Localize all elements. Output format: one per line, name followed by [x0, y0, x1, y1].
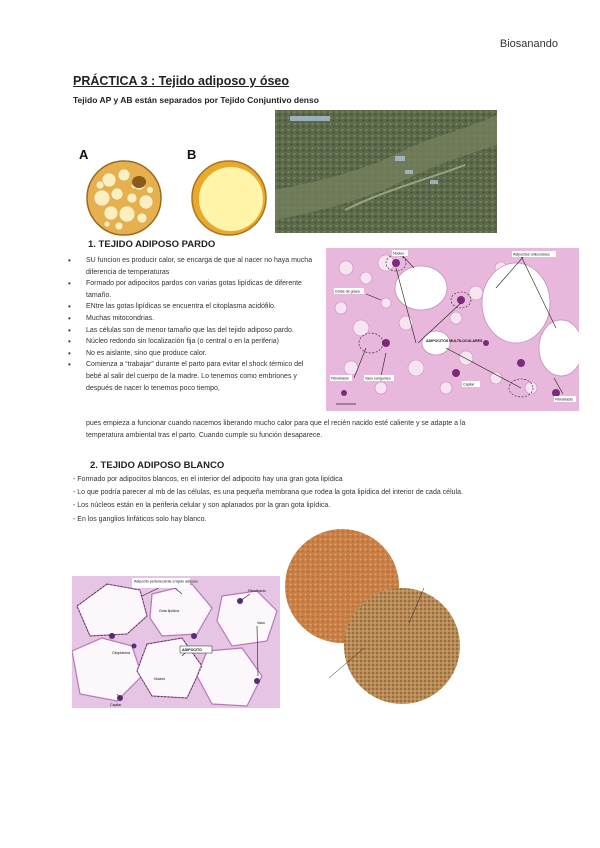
white-adipose-micrograph	[72, 576, 280, 708]
page-title: PRÁCTICA 3 : Tejido adiposo y óseo	[73, 74, 289, 88]
list-item: • SU funcion es producir calor, se encarga de que al nacer no haya mucha diferencia de temperaturas	[66, 255, 320, 278]
brown-adipose-micrograph	[326, 248, 579, 411]
list-item: - Los núcleos están en la periferia celular y son aplanados por la gran gota lipídica.	[73, 502, 331, 510]
brand-header: Biosanando	[499, 38, 558, 50]
label-adipocito-tejido: Adipocito perteneciente a tejido adiposo	[134, 579, 198, 584]
section1-heading: 1. TEJIDO ADIPOSO PARDO	[88, 239, 216, 250]
label-citoplasma: Citoplasma	[112, 651, 130, 655]
label-capilar-blanco: Capilar	[110, 703, 122, 707]
bone-micrograph-2	[344, 588, 460, 704]
label-gotas: Gotas de grasa	[335, 289, 360, 294]
list-item: - En los ganglios linfáticos solo hay blanco.	[73, 515, 207, 523]
list-item: - Lo que podría parecer al mb de las células, es una pequeña membrana que rodea la gota lipídica del interior de cada célula.	[73, 489, 463, 497]
adipocyte-illustration	[84, 158, 274, 238]
section1-continuation	[86, 418, 546, 441]
section2-heading: 2. TEJIDO ADIPOSO BLANCO	[90, 460, 225, 471]
connective-tissue-micrograph	[275, 110, 497, 233]
label-fibroblasto-2: Fibroblasto	[555, 397, 573, 402]
figure-label-b: B	[187, 147, 197, 162]
continuation-line: pues empieza a funcionar cuando nacemos liberando mucho calor para que el recién nacido esté caliente y se adapte a la	[86, 420, 466, 427]
continuation-line: temperatura ambiental tras el parto. Cuando cumple su función desaparece.	[86, 431, 323, 439]
label-fibroblasto: Fibroblasto	[331, 376, 349, 381]
label-adipocito: ADIPOCITO	[182, 648, 202, 652]
label-capilar: Capilar	[463, 382, 475, 387]
label-fibroblasto-blanco: Fibroblasto	[248, 589, 266, 593]
label-nucleo-blanco: Núcleo	[154, 677, 166, 681]
label-multiloculares: ADIPOCITOS MULTILOCULARES	[426, 339, 483, 343]
list-item: • No es aislante, sino que produce calor.	[66, 348, 320, 360]
list-item: • ENtre las gotas lipídicas se encuentra el citoplasma acidófilo.	[66, 301, 320, 313]
label-vaso-blanco: Vaso	[257, 621, 265, 625]
figure-label-a: A	[79, 147, 89, 162]
list-item: • Comienza a “trabajar” durante el parto para evitar el shock térmico del bebé al salir del cuerpo de la madre. Lo tenemos como embriones y después de nacer lo tenemos poco tiempo,	[66, 359, 320, 394]
page-subtitle: Tejido AP y AB están separados por Tejido Conjuntivo denso	[73, 95, 319, 105]
list-item: • Las células son de menor tamaño que las del tejido adiposo pardo.	[66, 325, 320, 337]
bone-micrographs	[284, 528, 464, 706]
section2-lines	[73, 473, 553, 526]
brown-adipocyte-drawing	[87, 161, 161, 235]
list-item: • Núcleo redondo sin localización fija (o central o en la periferia)	[66, 336, 320, 348]
list-item: • Formado por adipocitos pardos con varias gotas lipídicas de diferente tamaño.	[66, 278, 320, 301]
list-item: - Formado por adipocitos blancos, en el interior del adipocito hay una gran gota lipídica	[73, 476, 343, 483]
label-vaso: Vaso sanguíneo	[365, 376, 391, 381]
label-gota-lipidica: Gota lipídica	[159, 609, 179, 613]
list-item: • Muchas mitocondrias.	[66, 313, 320, 325]
label-nucleo: Núcleo	[393, 251, 405, 256]
section1-bullet-list	[66, 255, 320, 394]
white-adipocyte-drawing	[192, 161, 266, 235]
label-adipocitos-uniloculares: Adipocitos uniloculares	[513, 252, 550, 257]
